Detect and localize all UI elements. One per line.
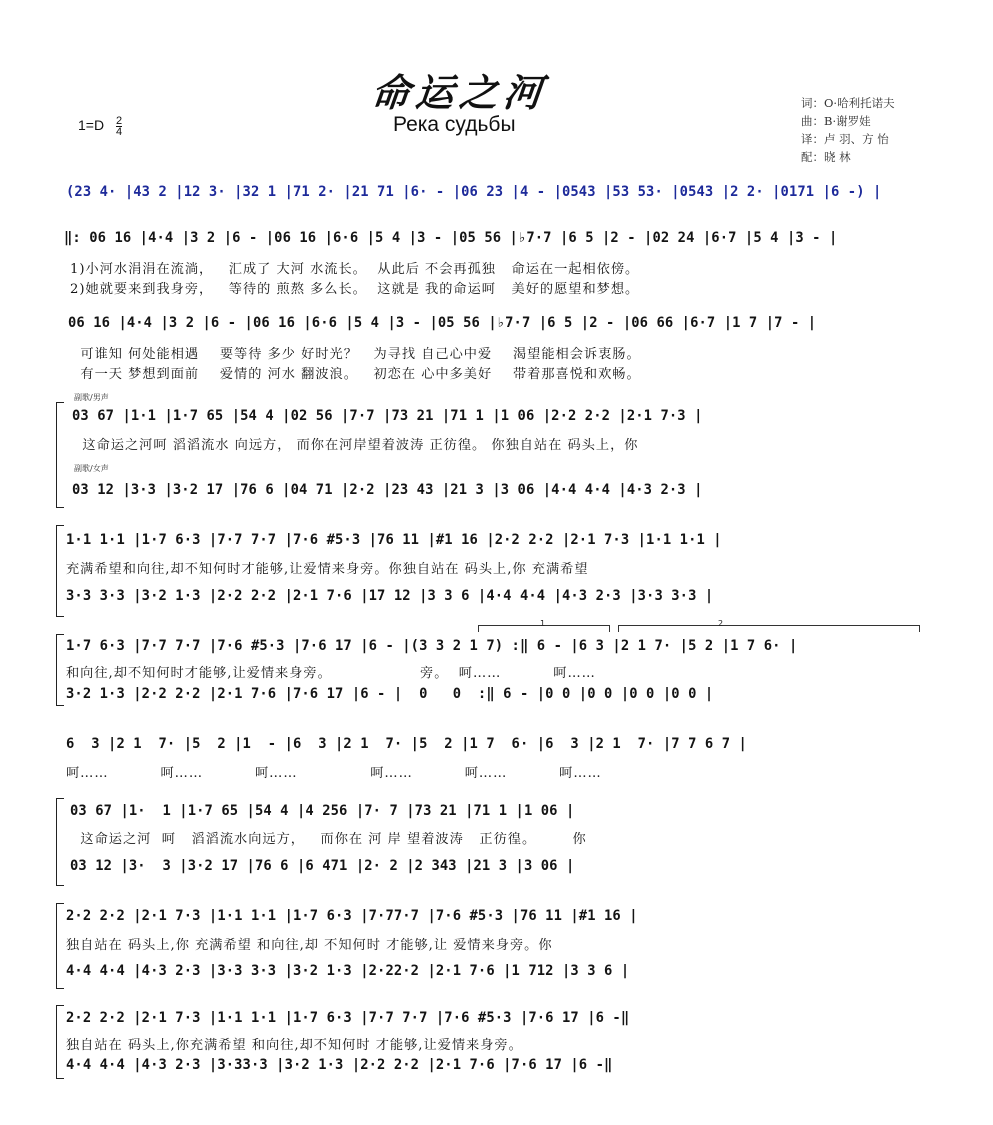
chorus-top-line-7: 2·2 2·2 |2·1 7·3 |1·1 1·1 |1·7 6·3 |7·7 7·7 |7·6 #5·3 |7·6 17 |6 -‖ bbox=[66, 1010, 630, 1026]
chorus-top-line-1: 03 67 |1·1 |1·7 65 |54 4 |02 56 |7·7 |73 21 |71 1 |1 06 |2·2 2·2 |2·1 7·3 | bbox=[72, 408, 703, 424]
system-bracket bbox=[56, 634, 64, 706]
chorus-lyrics-line-2: 充满希望和向往,却不知何时才能够,让爱情来身旁。你独自站在 码头上,你 充满希望 bbox=[66, 562, 589, 577]
chorus-lyrics-line-5: 这命运之河 呵 滔滔流水向远方， 而你在 河 岸 望着波涛 正彷徨。 你 bbox=[70, 832, 587, 847]
time-numerator: 2 bbox=[115, 115, 123, 127]
verse-lyrics-2b: 有一天 梦想到面前 爱情的 河水 翻波浪。 初恋在 心中多美好 带着那喜悦和欢畅。 bbox=[70, 367, 641, 382]
chorus-bottom-line-7: 4·4 4·4 |4·3 2·3 |3·33·3 |3·2 1·3 |2·2 2·2 |2·1 7·6 |7·6 17 |6 -‖ bbox=[66, 1057, 613, 1073]
song-title-russian: Река судьбы bbox=[393, 113, 516, 136]
credit-composer: 曲：B·谢罗娃 bbox=[801, 114, 871, 128]
chorus-bottom-line-6: 4·4 4·4 |4·3 2·3 |3·3 3·3 |3·2 1·3 |2·22·2 |2·1 7·6 |1 712 |3 3 6 | bbox=[66, 963, 630, 979]
chorus-top-line-5: 03 67 |1· 1 |1·7 65 |54 4 |4 256 |7· 7 |73 21 |71 1 |1 06 | bbox=[70, 803, 575, 819]
credit-translator: 译：卢 羽、方 怡 bbox=[801, 132, 889, 146]
credit-arranger: 配：晓 林 bbox=[801, 150, 851, 164]
label-male-chorus: 副歌/男声 bbox=[74, 393, 109, 402]
chorus-top-line-3: 1·7 6·3 |7·7 7·7 |7·6 #5·3 |7·6 17 |6 - |(3 3 2 1 7) :‖ 6 - |6 3 |2 1 7· |5 2 |1 7 6· | bbox=[66, 638, 798, 654]
time-denominator: 4 bbox=[115, 126, 123, 138]
chorus-lyrics-line-3: 和向往,却不知何时才能够,让爱情来身旁。 旁。 呵…… 呵…… bbox=[66, 666, 596, 681]
volta-number-1: 1 bbox=[540, 619, 546, 628]
system-bracket bbox=[56, 903, 64, 989]
time-signature bbox=[116, 116, 122, 137]
chorus-lyrics-line-6: 独自站在 码头上,你 充满希望 和向往,却 不知何时 才能够,让 爱情来身旁。你 bbox=[66, 938, 553, 953]
volta-bracket-2 bbox=[618, 625, 920, 632]
chorus-bottom-line-5: 03 12 |3· 3 |3·2 17 |76 6 |6 471 |2· 2 |2 343 |21 3 |3 06 | bbox=[70, 858, 575, 874]
key-label: 1=D bbox=[78, 117, 105, 134]
label-female-chorus: 副歌/女声 bbox=[74, 464, 109, 473]
system-bracket bbox=[56, 1005, 64, 1079]
credits-block bbox=[801, 94, 895, 166]
chorus-lyrics-line-7: 独自站在 码头上,你充满希望 和向往,却不知何时 才能够,让爱情来身旁。 bbox=[66, 1038, 523, 1053]
chorus-bottom-line-1: 03 12 |3·3 |3·2 17 |76 6 |04 71 |2·2 |23 43 |21 3 |3 06 |4·4 4·4 |4·3 2·3 | bbox=[72, 482, 703, 498]
humming-lyrics-line: 呵…… 呵…… 呵…… 呵…… 呵…… 呵…… bbox=[66, 766, 602, 781]
chorus-bottom-line-3: 3·2 1·3 |2·2 2·2 |2·1 7·6 |7·6 17 |6 - | 0 0 :‖ 6 - |0 0 |0 0 |0 0 |0 0 | bbox=[66, 686, 714, 702]
song-title-chinese: 命运之河 bbox=[369, 70, 551, 115]
chorus-bottom-line-2: 3·3 3·3 |3·2 1·3 |2·2 2·2 |2·1 7·6 |17 12 |3 3 6 |4·4 4·4 |4·3 2·3 |3·3 3·3 | bbox=[66, 588, 714, 604]
verse-notes-line-2: 06 16 |4·4 |3 2 |6 - |06 16 |6·6 |5 4 |3 - |05 56 |♭7·7 |6 5 |2 - |06 66 |6·7 |1 7 |7 - | bbox=[68, 315, 817, 331]
chorus-top-line-6: 2·2 2·2 |2·1 7·3 |1·1 1·1 |1·7 6·3 |7·77·7 |7·6 #5·3 |76 11 |#1 16 | bbox=[66, 908, 638, 924]
verse-lyrics-2a: 可谁知 何处能相遇 要等待 多少 好时光？ 为寻找 自己心中爱 渴望能相会诉衷肠。 bbox=[70, 347, 641, 362]
key-signature bbox=[78, 116, 122, 137]
system-bracket bbox=[56, 798, 64, 886]
humming-notes-line: 6 3 |2 1 7· |5 2 |1 - |6 3 |2 1 7· |5 2 |1 7 6· |6 3 |2 1 7· |7 7 6 7 | bbox=[66, 736, 747, 752]
verse-notes-line-1: ‖: 06 16 |4·4 |3 2 |6 - |06 16 |6·6 |5 4 |3 - |05 56 |♭7·7 |6 5 |2 - |02 24 |6·7 |5 4 |3 - | bbox=[64, 230, 838, 246]
chorus-lyrics-line-1: 这命运之河呵 滔滔流水 向远方， 而你在河岸望着波涛 正彷徨。 你独自站在 码头上，你 bbox=[72, 438, 639, 453]
verse-lyrics-1b: 2)她就要来到我身旁， 等待的 煎熬 多么长。 这就是 我的命运呵 美好的愿望和梦想。 bbox=[70, 282, 640, 297]
intro-line: (23 4· |43 2 |12 3· |32 1 |71 2· |21 71 |6· - |06 23 |4 - |0543 |53 53· |0543 |2 2· |0171 |6 -) | bbox=[66, 184, 882, 200]
verse-lyrics-1a: 1)小河水涓涓在流淌， 汇成了 大河 水流长。 从此后 不会再孤独 命运在一起相依傍。 bbox=[70, 262, 640, 277]
chorus-top-line-2: 1·1 1·1 |1·7 6·3 |7·7 7·7 |7·6 #5·3 |76 11 |#1 16 |2·2 2·2 |2·1 7·3 |1·1 1·1 | bbox=[66, 532, 722, 548]
volta-number-2: 2 bbox=[718, 619, 724, 628]
system-bracket bbox=[56, 525, 64, 617]
system-bracket bbox=[56, 402, 64, 508]
credit-lyricist: 词：O·哈利托诺夫 bbox=[801, 96, 895, 110]
